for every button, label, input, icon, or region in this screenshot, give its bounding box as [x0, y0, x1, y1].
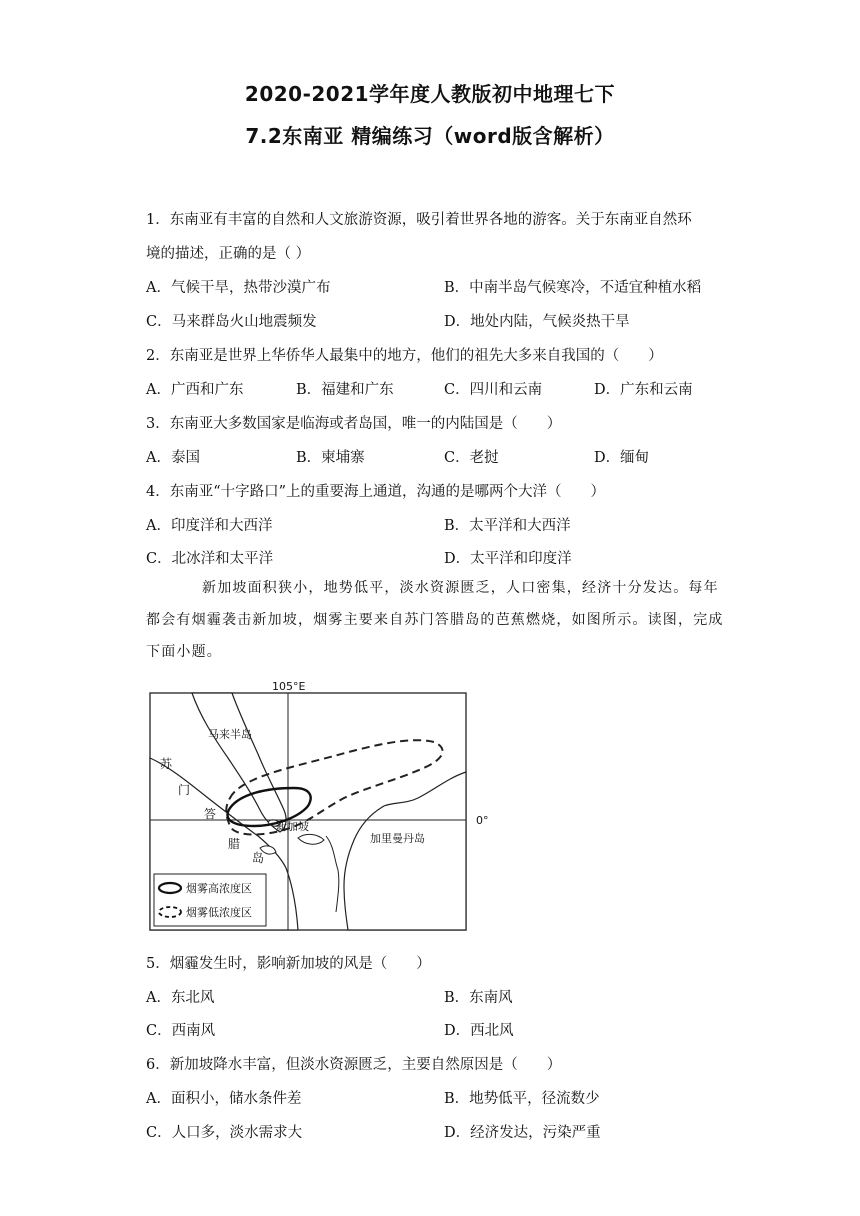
sumatra-label-char-5: 岛: [252, 851, 265, 865]
question-5-option-b[interactable]: B．东南风: [444, 990, 513, 1006]
question-3-option-d[interactable]: D．缅甸: [594, 450, 650, 466]
question-3-option-b[interactable]: B．柬埔寨: [296, 450, 365, 466]
question-6-option-b[interactable]: B．地势低平，径流数少: [444, 1091, 600, 1107]
meridian-label: 105°E: [272, 680, 306, 693]
equator-label: 0°: [476, 814, 489, 827]
question-2-option-b[interactable]: B．福建和广东: [296, 382, 394, 398]
sumatra-label-char-1: 苏: [160, 757, 173, 771]
reading-passage: [146, 572, 726, 668]
legend-high-label: 烟雾高浓度区: [186, 882, 252, 895]
question-1-option-b[interactable]: B．中南半岛气候寒冷，不适宜种植水稻: [444, 280, 702, 296]
kalimantan-label: 加里曼丹岛: [370, 832, 425, 845]
question-1-stem-cont: 境的描述，正确的是（ ）: [146, 246, 311, 262]
legend-low-label: 烟雾低浓度区: [186, 906, 252, 919]
question-4-option-a[interactable]: A．印度洋和大西洋: [146, 518, 273, 534]
sumatra-label-char-4: 腊: [228, 837, 241, 851]
question-6-option-c[interactable]: C．人口多，淡水需求大: [146, 1125, 303, 1141]
question-2-stem: 2．东南亚是世界上华侨华人最集中的地方，他们的祖先大多来自我国的（ ）: [146, 348, 663, 364]
question-1-option-c[interactable]: C．马来群岛火山地震频发: [146, 314, 317, 330]
question-2-option-c[interactable]: C．四川和云南: [444, 382, 543, 398]
passage-text: 新加坡面积狭小，地势低平，淡水资源匮乏，人口密集，经济十分发达。每年都会有烟霾袭击新加坡，烟雾主要来自苏门答腊岛的芭蕉燃烧，如图所示。读图，完成下面小题。: [146, 580, 724, 660]
document-subtitle: 7.2东南亚 精编练习（word版含解析）: [245, 124, 615, 148]
question-3-stem: 3．东南亚大多数国家是临海或者岛国，唯一的内陆国是（ ）: [146, 416, 562, 432]
question-3-option-a[interactable]: A．泰国: [146, 450, 200, 466]
question-6-option-a[interactable]: A．面积小，储水条件差: [146, 1091, 302, 1107]
question-1-option-d[interactable]: D．地处内陆，气候炎热干旱: [444, 314, 630, 330]
question-5-stem: 5．烟霾发生时，影响新加坡的风是（ ）: [146, 956, 431, 972]
smog-map-figure: [148, 680, 489, 932]
sumatra-label-char-2: 门: [178, 783, 191, 797]
question-5-option-c[interactable]: C．西南风: [146, 1023, 216, 1039]
question-6-option-d[interactable]: D．经济发达，污染严重: [444, 1125, 601, 1141]
question-5-option-d[interactable]: D．西北风: [444, 1023, 514, 1039]
question-2-option-a[interactable]: A．广西和广东: [146, 382, 244, 398]
singapore-label: 新加坡: [276, 820, 309, 833]
question-2-option-d[interactable]: D．广东和云南: [594, 382, 693, 398]
question-1-option-a[interactable]: A．气候干旱，热带沙漠广布: [146, 280, 331, 296]
sumatra-label-char-3: 答: [204, 807, 217, 821]
question-5-option-a[interactable]: A．东北风: [146, 990, 215, 1006]
question-3-option-c[interactable]: C．老挝: [444, 450, 499, 466]
document-title: 2020-2021学年度人教版初中地理七下: [244, 82, 616, 106]
question-1-stem: 1．东南亚有丰富的自然和人文旅游资源，吸引着世界各地的游客。关于东南亚自然环: [146, 212, 692, 228]
question-4-option-b[interactable]: B．太平洋和大西洋: [444, 518, 571, 534]
question-4-option-c[interactable]: C．北冰洋和太平洋: [146, 551, 274, 567]
question-6-stem: 6．新加坡降水丰富，但淡水资源匮乏，主要自然原因是（ ）: [146, 1057, 562, 1073]
question-4-option-d[interactable]: D．太平洋和印度洋: [444, 551, 572, 567]
question-4-stem: 4．东南亚“十字路口”上的重要海上通道，沟通的是哪两个大洋（ ）: [146, 484, 606, 500]
malay-peninsula-label: 马来半岛: [208, 728, 252, 741]
